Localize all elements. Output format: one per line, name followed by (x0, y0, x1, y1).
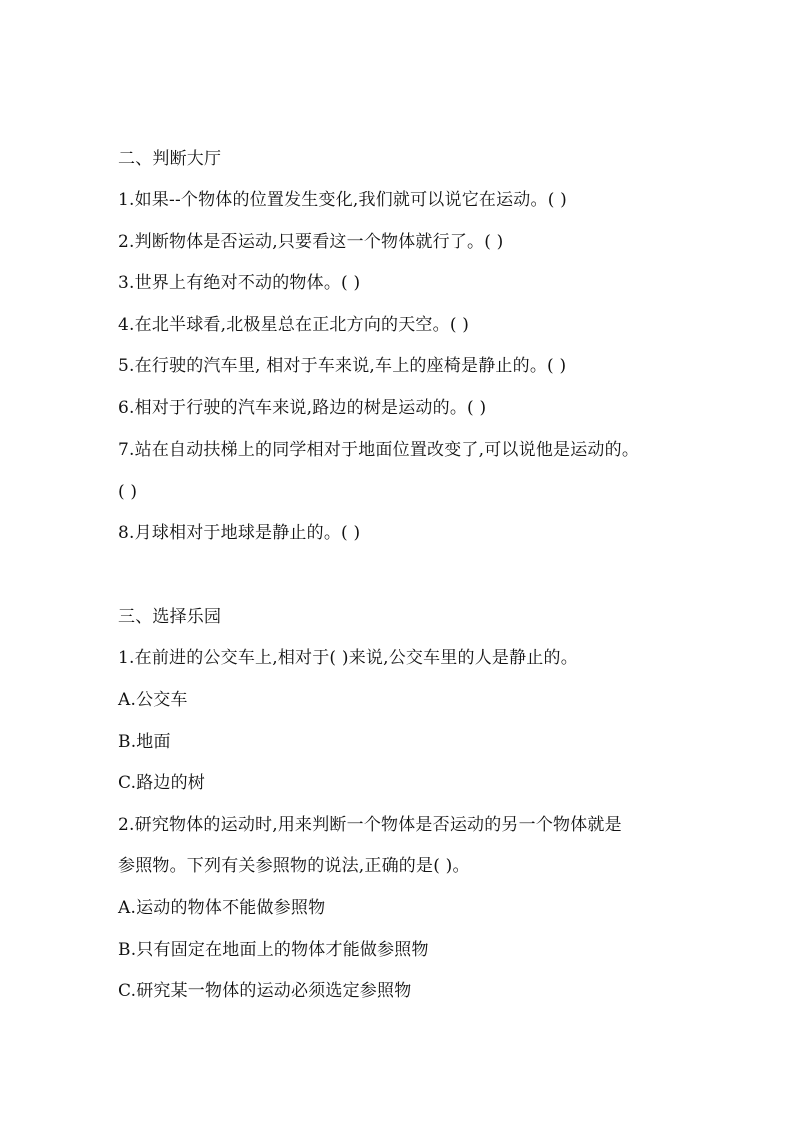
judgment-item-7: 7.站在自动扶梯上的同学相对于地面位置改变了,可以说他是运动的。 (118, 440, 640, 460)
judgment-item-6: 6.相对于行驶的汽车来说,路边的树是运动的。( ) (118, 398, 487, 418)
section-3-heading: 三、选择乐园 (118, 607, 222, 627)
judgment-item-8: 8.月球相对于地球是静止的。( ) (118, 523, 361, 543)
judgment-item-3: 3.世界上有绝对不动的物体。( ) (118, 273, 361, 293)
judgment-item-2: 2.判断物体是否运动,只要看这一个物体就行了。( ) (118, 232, 504, 252)
choice-q2-stem-line-1: 2.研究物体的运动时,用来判断一个物体是否运动的另一个物体就是 (118, 815, 622, 835)
choice-q2-option-c: C.研究某一物体的运动必须选定参照物 (118, 981, 412, 1001)
judgment-item-1: 1.如果--个物体的位置发生变化,我们就可以说它在运动。( ) (118, 190, 567, 210)
judgment-item-4: 4.在北半球看,北极星总在正北方向的天空。( ) (118, 315, 470, 335)
choice-q1-option-a: A.公交车 (118, 690, 188, 710)
judgment-item-7-blank: ( ) (118, 482, 138, 502)
choice-q1-option-c: C.路边的树 (118, 773, 206, 793)
section-2-heading: 二、判断大厅 (118, 149, 222, 169)
choice-q1-option-b: B.地面 (118, 732, 171, 752)
judgment-item-5: 5.在行驶的汽车里, 相对于车来说,车上的座椅是静止的。( ) (118, 356, 567, 376)
choice-q2-option-b: B.只有固定在地面上的物体才能做参照物 (118, 940, 429, 960)
choice-q1-stem: 1.在前进的公交车上,相对于( )来说,公交车里的人是静止的。 (118, 648, 578, 668)
choice-q2-option-a: A.运动的物体不能做参照物 (118, 898, 326, 918)
choice-q2-stem-line-2: 参照物。下列有关参照物的说法,正确的是( )。 (118, 856, 470, 876)
